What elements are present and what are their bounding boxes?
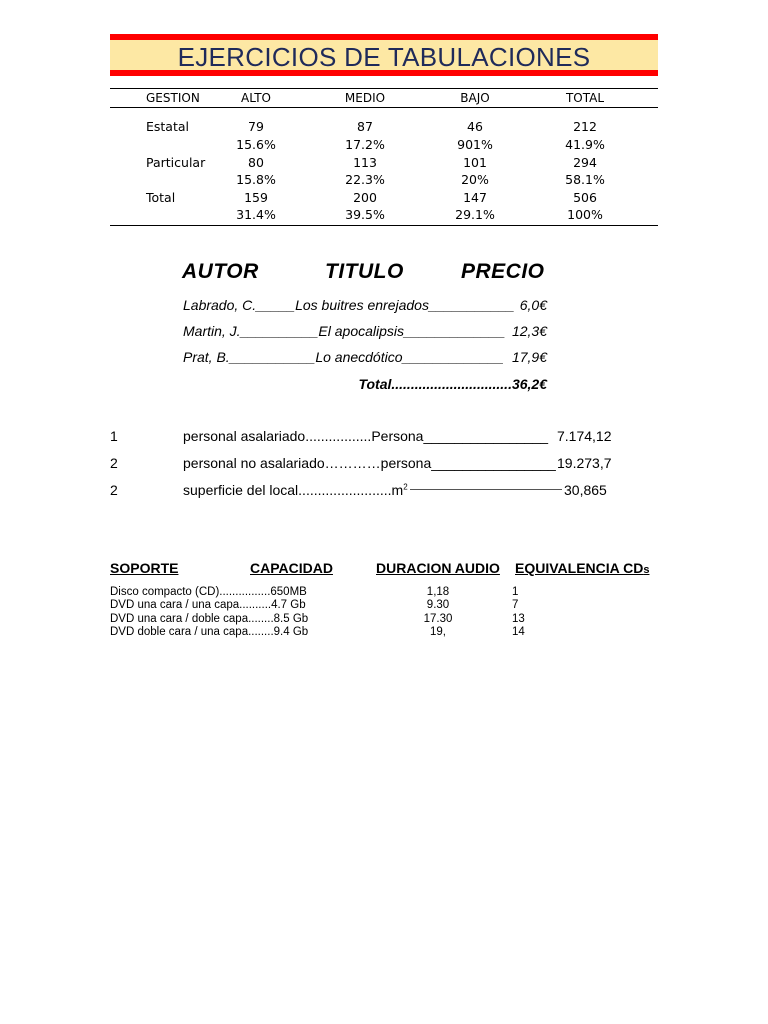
leader-line bbox=[410, 489, 562, 490]
row-value: 19.273,7 bbox=[557, 455, 612, 471]
row-description: personal no asalariado…………persona________________ bbox=[183, 455, 556, 471]
table-cell: 22.3% bbox=[345, 172, 385, 187]
media-soporte: DVD una cara / doble capa........8.5 Gb bbox=[110, 613, 309, 625]
book-entry: Prat, B.___________Lo anecdótico_____________ bbox=[183, 349, 504, 365]
header-capacidad: CAPACIDAD bbox=[250, 560, 333, 576]
table-cell: 80 bbox=[248, 155, 264, 170]
media-equivalencia: 14 bbox=[512, 626, 525, 638]
table-cell: 41.9% bbox=[565, 137, 605, 152]
book-entry: Martin, J.__________El apocalipsis_____________ bbox=[183, 323, 506, 339]
table-cell: 15.6% bbox=[236, 137, 276, 152]
row-number: 2 bbox=[110, 455, 118, 471]
table-cell: 46 bbox=[467, 119, 483, 134]
row-label: Particular bbox=[146, 155, 206, 170]
row-label: Estatal bbox=[146, 119, 190, 134]
table-cell: 29.1% bbox=[455, 207, 495, 222]
row-value: 30,865 bbox=[564, 482, 607, 498]
table-cell: 506 bbox=[573, 190, 597, 205]
row-number: 2 bbox=[110, 482, 118, 498]
row-value: 7.174,12 bbox=[557, 428, 612, 444]
header-equivalencia bbox=[515, 560, 649, 576]
table-cell: 17.2% bbox=[345, 137, 385, 152]
header-titulo: TITULO bbox=[325, 260, 404, 283]
media-equivalencia: 13 bbox=[512, 613, 525, 625]
page-title: EJERCICIOS DE TABULACIONES bbox=[177, 42, 591, 72]
table-cell: 147 bbox=[463, 190, 487, 205]
table-cell: 15.8% bbox=[236, 172, 276, 187]
book-price: 17,9€ bbox=[511, 349, 547, 365]
table-cell: 31.4% bbox=[236, 207, 276, 222]
table-header-rule bbox=[110, 107, 658, 108]
row-description: personal asalariado.................Persona________________ bbox=[183, 428, 549, 444]
table-cell: 20% bbox=[461, 172, 489, 187]
media-duracion: 17.30 bbox=[423, 613, 453, 625]
row-number: 1 bbox=[110, 428, 118, 444]
books-total: Total...............................36,2€ bbox=[358, 376, 547, 392]
media-equivalencia: 1 bbox=[512, 586, 519, 598]
row-label: Total bbox=[146, 190, 176, 205]
media-soporte: Disco compacto (CD)................650MB bbox=[110, 586, 307, 598]
row-description bbox=[183, 482, 408, 498]
col-header-bajo: BAJO bbox=[460, 91, 490, 105]
table-cell: 212 bbox=[573, 119, 597, 134]
superscript: 2 bbox=[403, 482, 408, 492]
row-description-text: superficie del local........................m bbox=[183, 482, 404, 498]
col-header-medio: MEDIO bbox=[344, 91, 386, 105]
table-cell: 294 bbox=[573, 155, 597, 170]
col-header-total: TOTAL bbox=[565, 91, 605, 105]
media-duracion: 9.30 bbox=[426, 599, 450, 611]
media-soporte: DVD una cara / una capa..........4.7 Gb bbox=[110, 599, 306, 611]
table-cell: 901% bbox=[457, 137, 493, 152]
header-precio: PRECIO bbox=[461, 260, 545, 283]
media-equivalencia: 7 bbox=[512, 599, 519, 611]
table-cell: 87 bbox=[357, 119, 373, 134]
title-banner bbox=[110, 34, 658, 76]
header-duracion-audio: DURACION AUDIO bbox=[376, 560, 500, 576]
header-soporte: SOPORTE bbox=[110, 560, 179, 576]
table-cell: 159 bbox=[244, 190, 268, 205]
header-equivalencia-text: EQUIVALENCIA CD bbox=[515, 560, 644, 576]
table-top-rule bbox=[110, 88, 658, 89]
col-header-alto: ALTO bbox=[240, 91, 272, 105]
table-bottom-rule bbox=[110, 225, 658, 226]
table-cell: 113 bbox=[353, 155, 377, 170]
table-cell: 200 bbox=[353, 190, 377, 205]
table-cell: 58.1% bbox=[565, 172, 605, 187]
book-price: 12,3€ bbox=[511, 323, 547, 339]
col-header-gestion: GESTION bbox=[146, 91, 200, 105]
header-autor: AUTOR bbox=[182, 260, 259, 283]
media-duracion: 19, bbox=[430, 626, 446, 638]
table-cell: 39.5% bbox=[345, 207, 385, 222]
book-price: 6,0€ bbox=[519, 297, 547, 313]
media-duracion: 1,18 bbox=[426, 586, 450, 598]
table-cell: 101 bbox=[463, 155, 487, 170]
book-entry: Labrado, C._____Los buitres enrejados___________ bbox=[183, 297, 515, 313]
table-cell: 100% bbox=[567, 207, 603, 222]
header-equivalencia-suffix: s bbox=[643, 564, 650, 576]
table-cell: 79 bbox=[248, 119, 264, 134]
media-soporte: DVD doble cara / una capa........9.4 Gb bbox=[110, 626, 309, 638]
